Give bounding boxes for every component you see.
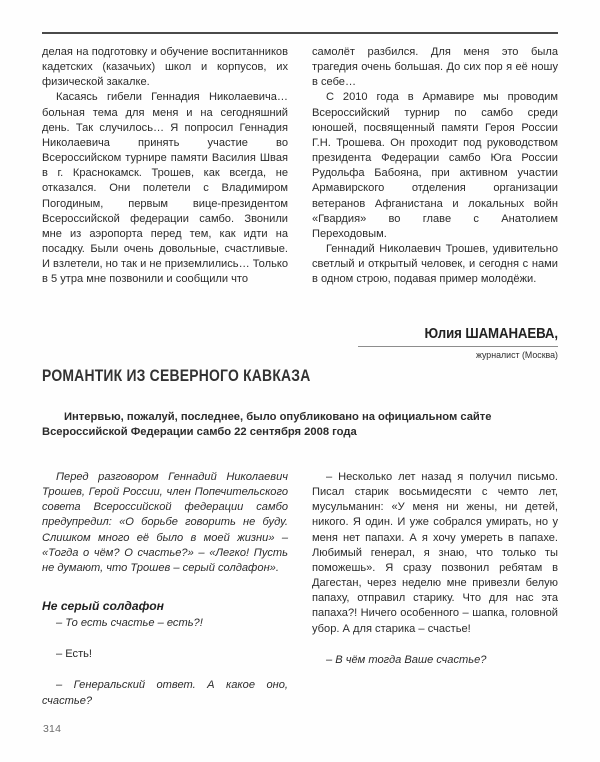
interview-answer: – Есть!: [56, 648, 93, 661]
paragraph: Касаясь гибели Геннадия Николаевича… больная тема для меня и на сегодняшний день. Так случилось… Я попросил Геннадия Николаевича принять участие во Всероссийском турнире памяти Василия Швая в г. Краснокамск. Трошев, как всегда, не отказался. Они полетели с Владимиром Погодиным, первым вице-президентом Всероссийской федерации самбо. Звонили мне из аэропорта перед тем, как идти на посадку. Были очень довольные, счастливые. И взлетели, но так и не приземлились… Только в 5 утра мне позвонили и сообщили что: [42, 91, 288, 286]
section-subheading: Не серый солдафон: [42, 599, 164, 614]
paragraph: делая на подготовку и обучение воспитанников кадетских (казачьих) школ и корпусов, их физической закалке.: [42, 46, 288, 89]
upper-right-column: [312, 45, 558, 288]
interview-intro: Перед разговором Геннадий Николаевич Трошев, Герой России, член Попечительского совета Всероссийской федерации самбо предупредил: «О борьбе говорить не буду. Слишком много её было в моей жизни» – «Тогда о чём? О счастье?» – «Легко! Пусть не думают, что Трошев – серый солдафон».: [42, 471, 288, 574]
author-name: Юлия ШАМАНАЕВА,: [424, 326, 558, 342]
interview-question: – Генеральский ответ. А какое оно, счастье?: [42, 679, 288, 707]
upper-left-column: [42, 45, 288, 288]
signature-rule: [358, 346, 558, 347]
paragraph: С 2010 года в Армавире мы проводим Всероссийский турнир по самбо среди юношей, посвященный памяти Героя России Г.Н. Трошева. Он проходит под руководством президента Федерации самбо Юга России Рудольфа Бабояна, при активном участии Армавирского отделения организации ветеранов Афганистана и локальных войн «Гвардия» во главе с Анатолием Переходовым.: [312, 91, 558, 240]
page-number: 314: [43, 723, 62, 735]
author-signature: [358, 326, 558, 361]
lower-left-column: [42, 470, 288, 709]
interview-question: – То есть счастье – есть?!: [56, 617, 203, 630]
interview-answer: – Несколько лет назад я получил письмо. Писал старик восьмидесяти с чемто лет, мусульманин: «У меня ни жены, ни детей, никого. Я один. И уже собрался умирать, но у меня нет папахи. А я хочу умереть в папахе. Любимый генерал, я знаю, что только ты поможешь». Я сразу позвонил ребятам в Дагестан, через неделю мне привезли белую папаху, отправил старику. Что для нас эта папаха?! Ничего особенного – шапка, головной убор. А для старика – счастье!: [312, 471, 558, 635]
header-rule: [42, 32, 558, 34]
paragraph: Геннадий Николаевич Трошев, удивительно светлый и открытый человек, и сегодня с нами в одном строю, подавая пример молодёжи.: [312, 243, 558, 286]
author-role: журналист (Москва): [475, 350, 558, 361]
paragraph: самолёт разбился. Для меня это была трагедия очень большая. До сих пор я её ношу в себе…: [312, 46, 558, 89]
article-lead: Интервью, пожалуй, последнее, было опубликовано на официальном сайте Всероссийской Федерации самбо 22 сентября 2008 года: [42, 411, 492, 439]
interview-question: – В чём тогда Ваше счастье?: [326, 653, 487, 666]
article-title: РОМАНТИК ИЗ СЕВЕРНОГО КАВКАЗА: [42, 367, 311, 385]
lower-right-column: [312, 470, 558, 709]
upper-columns: [42, 45, 558, 288]
lower-columns: [42, 470, 558, 709]
